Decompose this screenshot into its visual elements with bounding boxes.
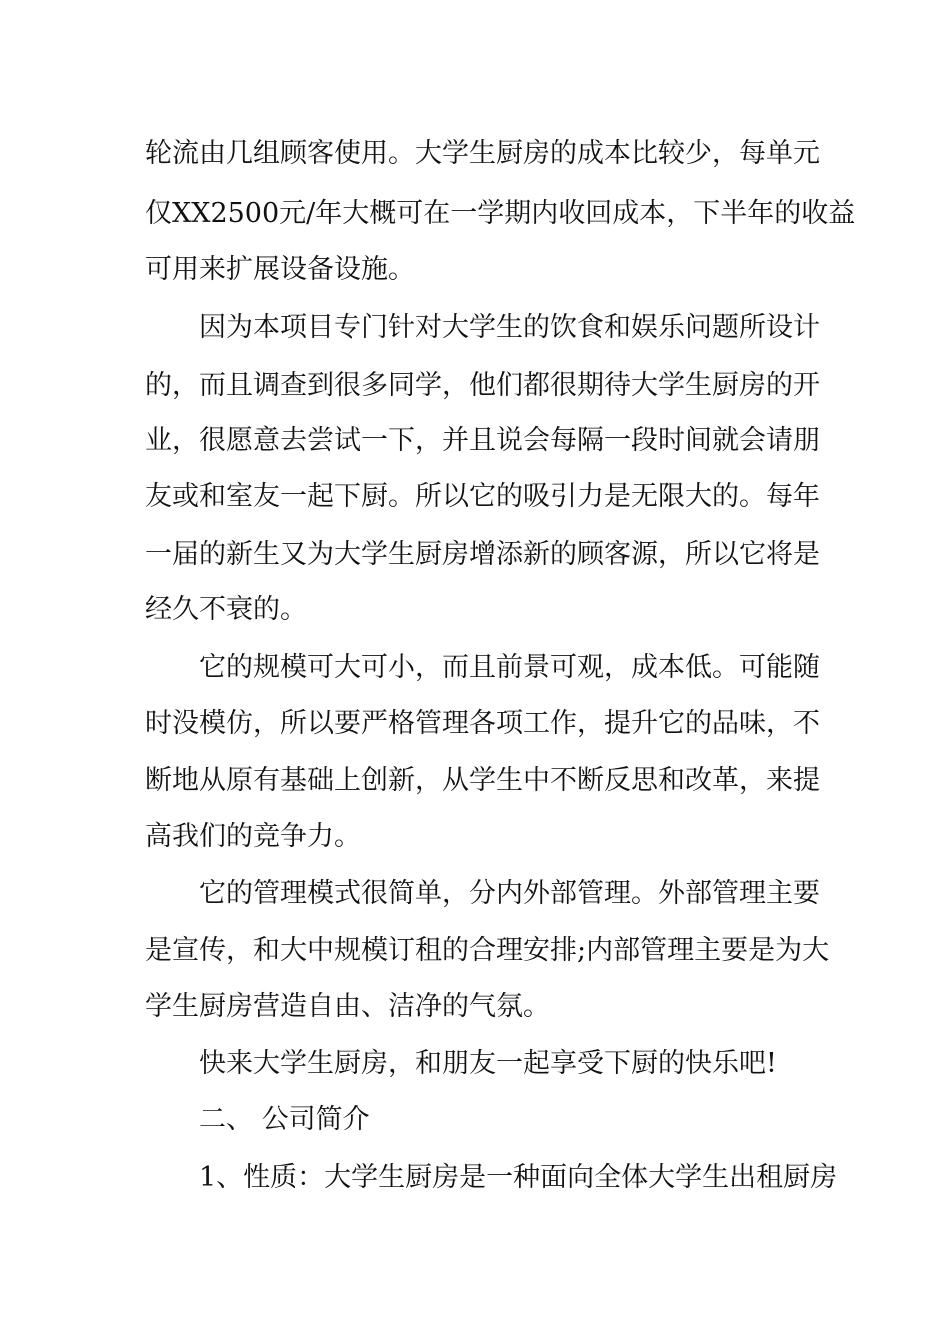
text-line: 是宣传，和大中规模订租的合理安排;内部管理主要是为大 — [145, 935, 830, 966]
paragraph-first-line: 1、性质：大学生厨房是一种面向全体大学生出租厨房 — [199, 1162, 838, 1193]
paragraph-first-line: 它的规模可大可小，而且前景可观，成本低。可能随 — [199, 652, 820, 683]
text-line: 时没模仿，所以要严格管理各项工作，提升它的品味，不 — [145, 708, 820, 739]
text-line: 业，很愿意去尝试一下，并且说会每隔一段时间就会请朋 — [145, 425, 820, 456]
text-line: 可用来扩展设备设施。 — [145, 254, 415, 285]
text-line: 断地从原有基础上创新，从学生中不断反思和改革，来提 — [145, 765, 820, 796]
text-line: 高我们的竞争力。 — [145, 821, 361, 852]
paragraph-first-line: 因为本项目专门针对大学生的饮食和娱乐问题所设计 — [199, 312, 820, 343]
text-line: 轮流由几组顾客使用。大学生厨房的成本比较少，每单元 — [145, 138, 820, 169]
text-line: 学生厨房营造自由、洁净的气氛。 — [145, 991, 550, 1022]
paragraph-line: 快来大学生厨房，和朋友一起享受下厨的快乐吧! — [199, 1048, 777, 1079]
text-line: 友或和室友一起下厨。所以它的吸引力是无限大的。每年 — [145, 481, 820, 512]
text-line: 的，而且调查到很多同学，他们都很期待大学生厨房的开 — [145, 370, 820, 401]
text-line: 经久不衰的。 — [145, 594, 307, 625]
section-heading: 二、 公司简介 — [199, 1104, 370, 1135]
text-line: 仅XX2500元/年大概可在一学期内收回成本，下半年的收益 — [145, 198, 856, 229]
paragraph-first-line: 它的管理模式很简单，分内外部管理。外部管理主要 — [199, 878, 820, 909]
text-line: 一届的新生又为大学生厨房增添新的顾客源，所以它将是 — [145, 539, 820, 570]
